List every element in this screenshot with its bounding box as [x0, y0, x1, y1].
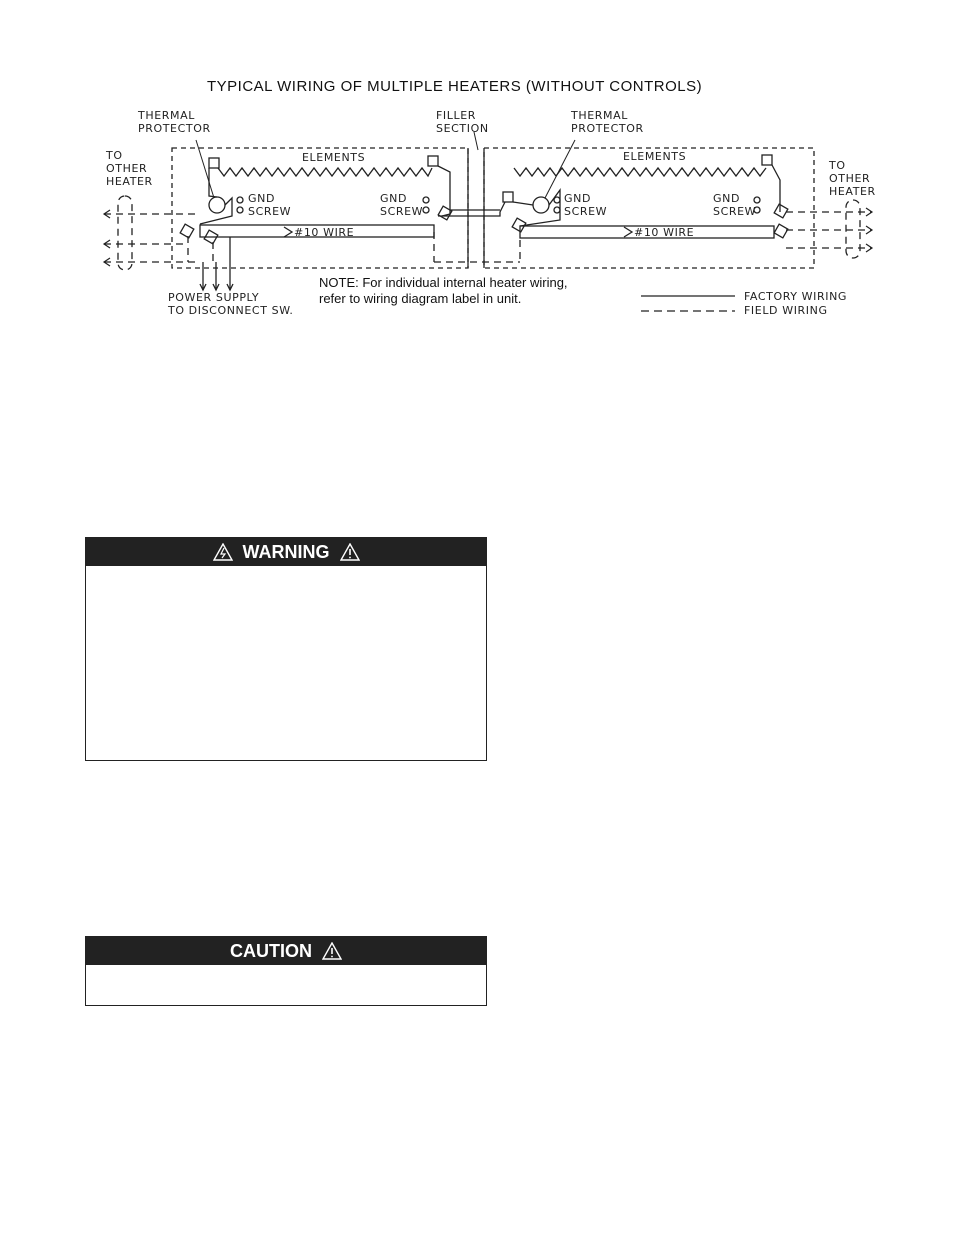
legend-field-label: FIELD WIRING [744, 304, 828, 317]
elements-left-label: ELEMENTS [302, 151, 366, 164]
warning-triangle-icon [340, 543, 360, 561]
element-coil-left [218, 168, 432, 176]
caution-box [85, 936, 487, 1006]
legend-factory-label: FACTORY WIRING [744, 290, 848, 303]
wire-left-label: #10 WIRE [294, 226, 355, 239]
terminal-right-end [762, 155, 772, 165]
thermal-protector-left [209, 197, 225, 213]
to-other-heater-left-label: TO OTHER HEATER [106, 149, 153, 188]
gnd-screw-label: GND SCREW [380, 192, 424, 218]
caution-triangle-icon [322, 942, 342, 960]
gnd-screw-label: GND SCREW [248, 192, 292, 218]
to-other-heater-right-label: TO OTHER HEATER [829, 159, 876, 198]
wiring-note: NOTE: For individual internal heater wiring, refer to wiring diagram label in unit. [319, 275, 568, 306]
warning-header [86, 538, 486, 566]
terminal-left-right [428, 156, 438, 166]
thermal-protector-right [533, 197, 549, 213]
caution-header [86, 937, 486, 965]
elements-right-label: ELEMENTS [623, 150, 687, 163]
power-supply-label: POWER SUPPLY TO DISCONNECT SW. [168, 291, 294, 317]
thermal-protector-right-label: THERMAL PROTECTOR [571, 109, 644, 135]
diagram-title: TYPICAL WIRING OF MULTIPLE HEATERS (WITHOUT CONTROLS) [207, 78, 703, 95]
electrical-hazard-icon [213, 543, 233, 561]
wiring-diagram [0, 0, 954, 340]
element-coil-right [514, 168, 766, 176]
thermal-protector-left-label: THERMAL PROTECTOR [138, 109, 211, 135]
caution-title: CAUTION [230, 940, 312, 961]
terminal-right-top [503, 192, 513, 202]
wire-right-label: #10 WIRE [634, 226, 695, 239]
gnd-screw-label: GND SCREW [713, 192, 757, 218]
filler-section-label: FILLER SECTION [436, 109, 489, 135]
warning-box [85, 537, 487, 761]
terminal-left-top [209, 158, 219, 168]
gnd-screw-label: GND SCREW [564, 192, 608, 218]
warning-title: WARNING [242, 541, 330, 562]
